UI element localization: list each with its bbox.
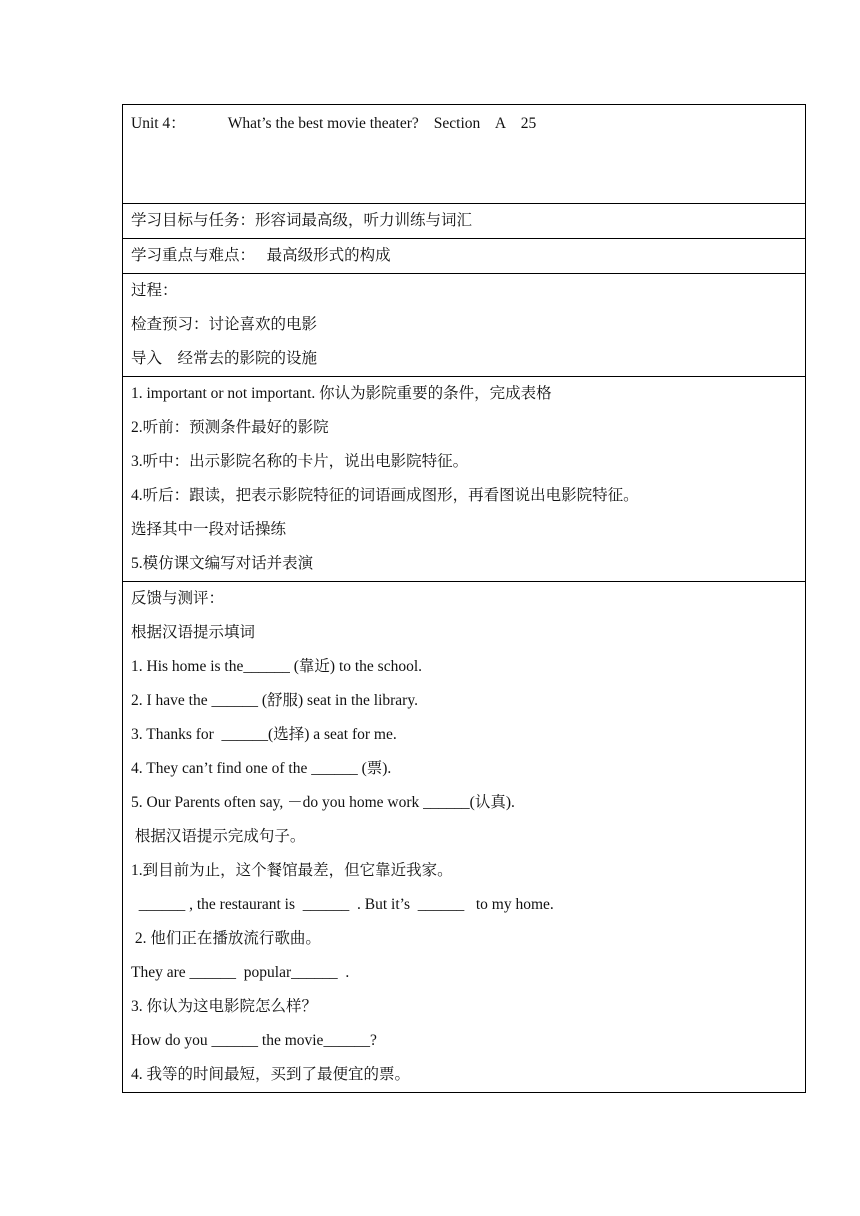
exercise-item: They are ______ popular______ . xyxy=(131,964,350,981)
step-line: 4.听后：跟读，把表示影院特征的词语画成图形，再看图说出电影院特征。 xyxy=(131,487,639,504)
step-line: 3.听中：出示影院名称的卡片，说出电影院特征。 xyxy=(131,453,469,470)
exercise-item: 5. Our Parents often say, －do you home work ______(认真). xyxy=(131,794,515,811)
title-row xyxy=(123,105,805,203)
feedback-line: 根据汉语提示填词 xyxy=(131,624,256,641)
exercise-item: 1.到目前为止，这个餐馆最差，但它靠近我家。 xyxy=(131,862,453,879)
exercise-item: 4. 我等的时间最短，买到了最便宜的票。 xyxy=(131,1066,411,1083)
feedback-line: 根据汉语提示完成句子。 xyxy=(131,828,306,845)
step-line: 选择其中一段对话操练 xyxy=(131,521,287,538)
exercise-item: 3. Thanks for ______(选择) a seat for me. xyxy=(131,726,397,743)
lesson-title xyxy=(131,107,797,141)
lesson-heading: What’s the best movie theater? xyxy=(227,115,419,132)
objectives-text: 学习目标与任务：形容词最高级，听力训练与词汇 xyxy=(131,212,473,229)
key-points-row xyxy=(123,238,805,273)
exercise-item: ______ , the restaurant is ______ . But it’s ______ to my home. xyxy=(131,896,554,913)
exercise-item: 1. His home is the______ (靠近) to the school. xyxy=(131,658,423,675)
process-row xyxy=(123,273,805,376)
process-line: 检查预习：讨论喜欢的电影 xyxy=(131,316,318,333)
process-line: 导入 经常去的影院的设施 xyxy=(131,350,318,367)
exercise-item: How do you ______ the movie______? xyxy=(131,1032,377,1049)
steps-row xyxy=(123,376,805,581)
step-line: 5.模仿课文编写对话并表演 xyxy=(131,555,314,572)
exercise-item: 4. They can’t find one of the ______ (票). xyxy=(131,760,392,777)
feedback-line: 反馈与测评： xyxy=(131,590,225,607)
step-line: 1. important or not important. 你认为影院重要的条件，完成表格 xyxy=(131,385,552,402)
exercise-item: 2. I have the ______ (舒服) seat in the library. xyxy=(131,692,418,709)
step-line: 2.听前：预测条件最好的影院 xyxy=(131,419,329,436)
lesson-plan-table xyxy=(122,104,806,1093)
exercise-item: 2. 他们正在播放流行歌曲。 xyxy=(131,930,321,947)
unit-label: Unit 4： xyxy=(131,115,186,132)
objectives-row xyxy=(123,203,805,238)
key-points-text: 学习重点与难点： 最高级形式的构成 xyxy=(131,247,391,264)
feedback-row xyxy=(123,581,805,1092)
section-label: Section A 25 xyxy=(433,115,537,132)
exercise-item: 3. 你认为这电影院怎么样？ xyxy=(131,998,318,1015)
process-line: 过程： xyxy=(131,282,178,299)
